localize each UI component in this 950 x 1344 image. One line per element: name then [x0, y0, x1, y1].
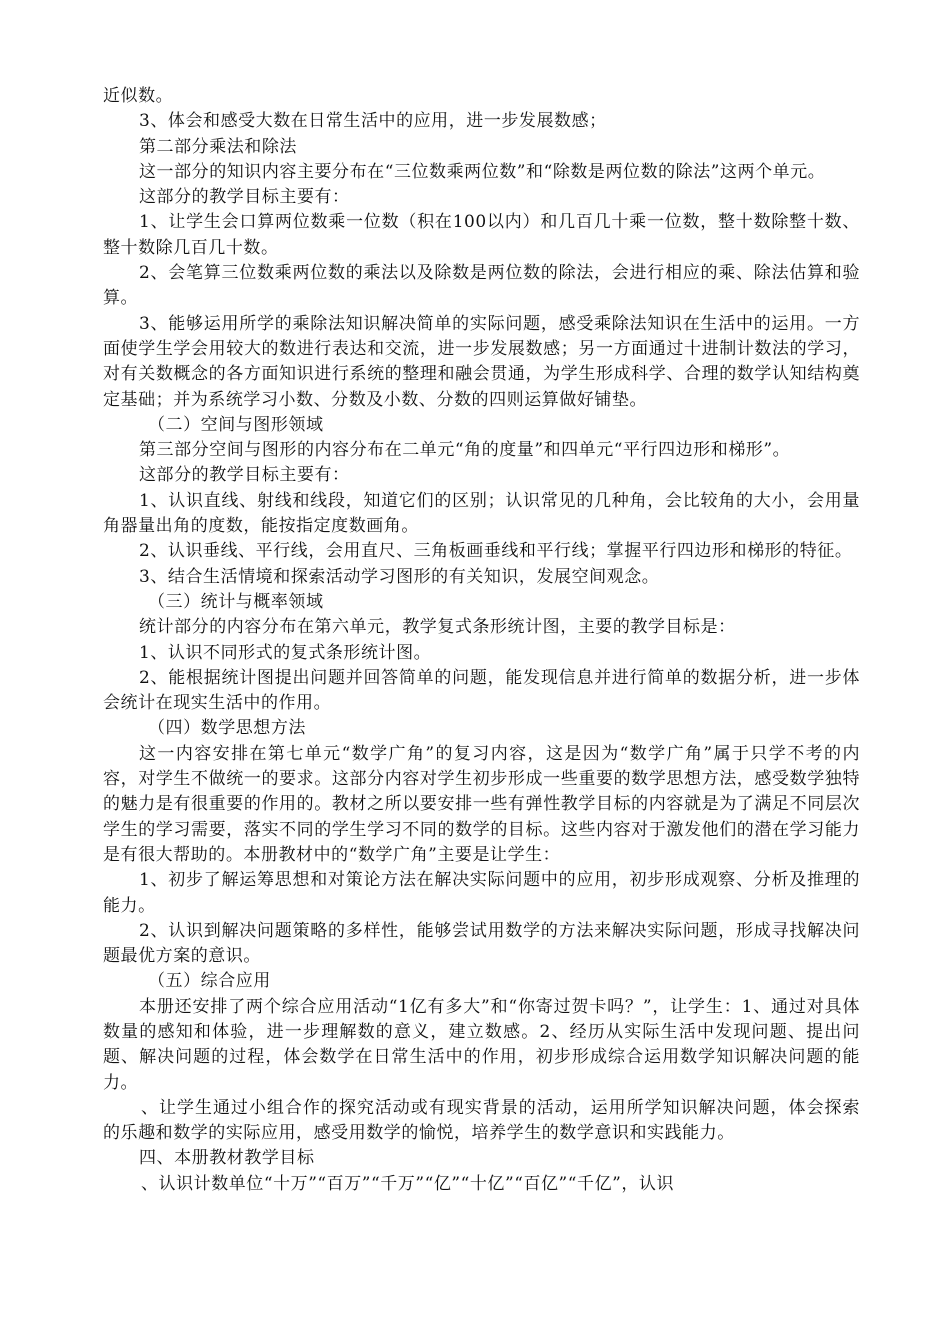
paragraph: 本册还安排了两个综合应用活动“1亿有多大”和“你寄过贺卡吗？”，让学生：1、通过对具体数量的感知和体验，进一步理解数的意义，建立数感。2、经历从实际生活中发现问题、提出问题、解决问题的过程，体会数学在日常生活中的作用，初步形成综合运用数学知识解决问题的能力。 [103, 996, 860, 1093]
subsection-heading: （二）空间与图形领域 [148, 414, 324, 435]
list-item: 1、初步了解运筹思想和对策论方法在解决实际问题中的应用，初步形成观察、分析及推理的能力。 [103, 870, 860, 916]
paragraph: 这一部分的知识内容主要分布在“三位数乘两位数”和“除数是两位数的除法”这两个单元。 [139, 161, 826, 182]
paragraph: 统计部分的内容分布在第六单元，教学复式条形统计图，主要的教学目标是： [139, 617, 736, 638]
section-heading: 四、本册教材教学目标 [139, 1148, 315, 1169]
list-item: 1、认识直线、射线和线段，知道它们的区别；认识常见的几种角，会比较角的大小，会用量角器量出角的度数，能按指定度数画角。 [103, 490, 860, 537]
list-item: 2、认识到解决问题策略的多样性，能够尝试用数学的方法来解决实际问题，形成寻找解决问题最优方案的意识。 [103, 920, 860, 967]
list-item: 1、让学生会口算两位数乘一位数（积在100以内）和几百几十乘一位数，整十数除整十数、整十数除几百几十数。 [103, 212, 860, 258]
list-item: 3、能够运用所学的乘除法知识解决简单的实际问题，感受乘除法知识在生活中的运用。一方面使学生学会用较大的数进行表达和交流，进一步发展数感；另一方面通过十进制计数法的学习，对有关数概念的各方面知识进行系统的整理和融会贯通，为学生形成科学、合理的数学认知结构奠定基础；并为系统学习小数、分数及小数、分数的四则运算做好铺垫。 [103, 313, 860, 410]
paragraph: 这一内容安排在第七单元“数学广角”的复习内容，这是因为“数学广角”属于只学不考的内容，对学生不做统一的要求。这部分内容对学生初步形成一些重要的数学思想方法，感受数学独特的魅力是有很重要的作用的。教材之所以要安排一些有弹性教学目标的内容就是为了满足不同层次学生的学习需要，落实不同的学生学习不同的数学的目标。这些内容对于激发他们的潜在学习能力是有很大帮助的。本册教材中的“数学广角”主要是让学生： [103, 743, 860, 865]
subsection-heading: （五）综合应用 [148, 971, 271, 992]
subsection-heading: （四）数学思想方法 [148, 718, 306, 739]
section-heading: 第二部分乘法和除法 [139, 136, 297, 157]
subsection-heading: （三）统计与概率领域 [148, 591, 324, 612]
list-item: 2、认识垂线、平行线，会用直尺、三角板画垂线和平行线；掌握平行四边形和梯形的特征。 [139, 541, 853, 562]
paragraph: 这部分的教学目标主要有： [139, 465, 350, 486]
paragraph: 近似数。 [103, 86, 174, 106]
list-item: 2、会笔算三位数乘两位数的乘法以及除数是两位数的除法，会进行相应的乘、除法估算和验算。 [103, 263, 860, 309]
paragraph: 、让学生通过小组合作的探究活动或有现实背景的活动，运用所学知识解决问题，体会探索的乐趣和数学的实际应用，感受用数学的愉悦，培养学生的数学意识和实践能力。 [103, 1097, 860, 1144]
list-item: 3、结合生活情境和探索活动学习图形的有关知识，发展空间观念。 [139, 566, 660, 587]
list-item: 1、认识不同形式的复式条形统计图。 [139, 642, 432, 663]
paragraph: 这部分的教学目标主要有： [139, 187, 350, 208]
paragraph: 第三部分空间与图形的内容分布在二单元“角的度量”和四单元“平行四边形和梯形”。 [139, 440, 791, 461]
list-item: 2、能根据统计图提出问题并回答简单的问题，能发现信息并进行简单的数据分析，进一步体会统计在现实生活中的作用。 [103, 667, 860, 714]
paragraph: 3、体会和感受大数在日常生活中的应用，进一步发展数感； [139, 111, 607, 132]
list-item: 、认识计数单位“十万”“百万”“千万”“亿”“十亿”“百亿”“千亿”，认识 [141, 1173, 675, 1194]
